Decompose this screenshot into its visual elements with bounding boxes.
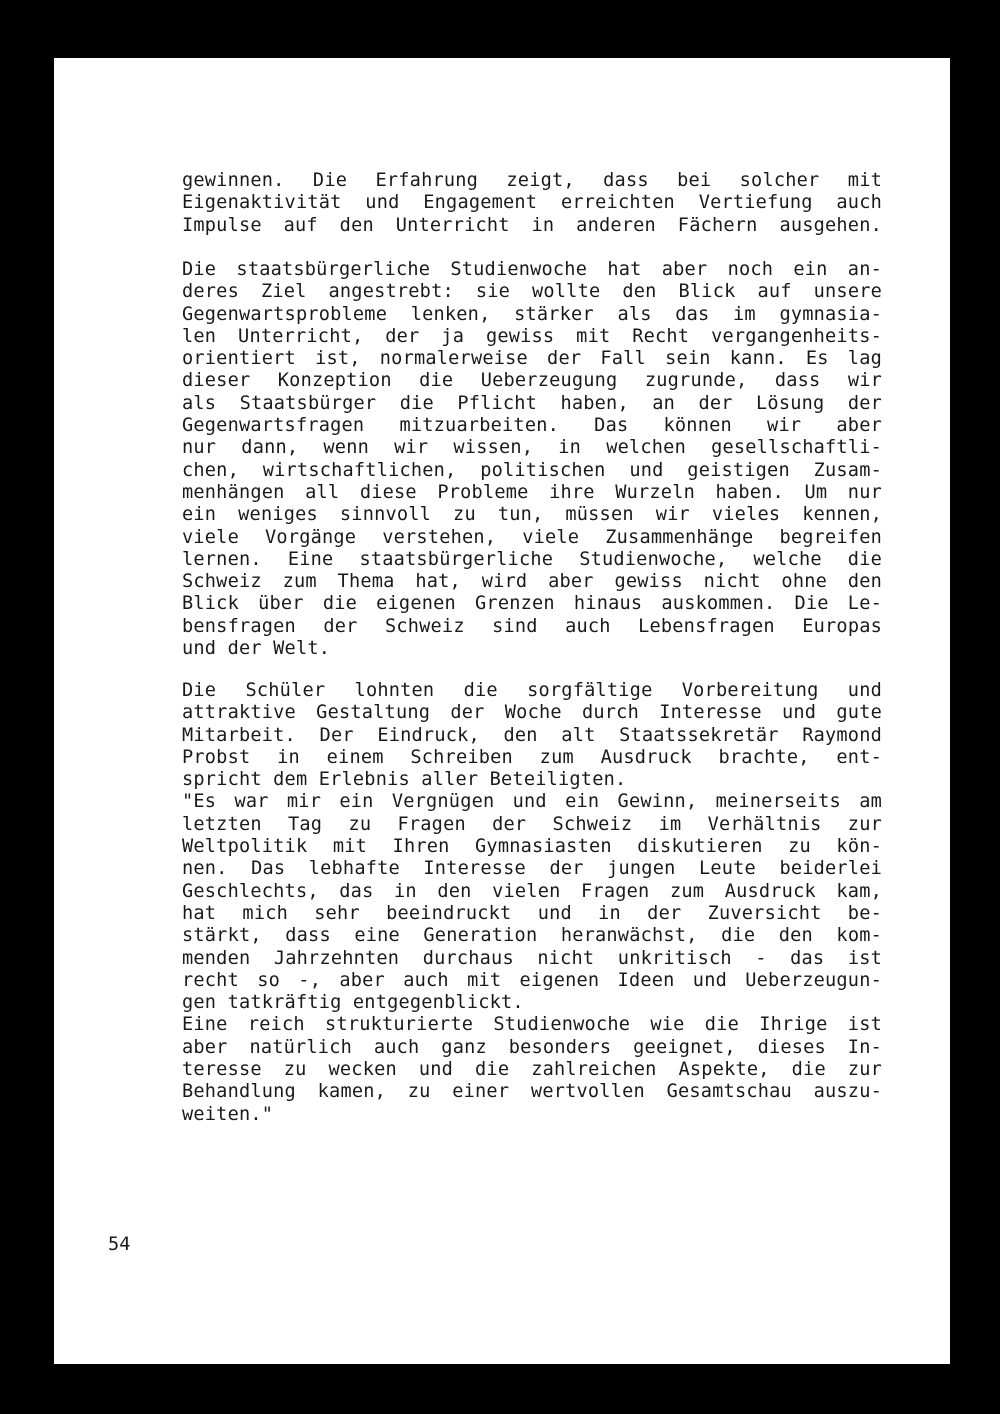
text-line: und der Welt. (182, 638, 331, 660)
text-line: Mitarbeit. Der Eindruck, den alt Staatssekretär Raymond (182, 724, 882, 746)
text-line: Schweiz zum Thema hat, wird aber gewiss nicht ohne den (182, 571, 882, 593)
text-line: attraktive Gestaltung der Woche durch Interesse und gute (182, 702, 882, 724)
quote-line: "Es war mir ein Vergnügen und ein Gewinn, meinerseits am (182, 791, 882, 813)
page-number: 54 (108, 1234, 131, 1255)
text-line: nur dann, wenn wir wissen, in welchen gesellschaftli- (182, 437, 882, 459)
text-line: Die Schüler lohnten die sorgfältige Vorbereitung und (182, 680, 882, 701)
text-line: Probst in einem Schreiben zum Ausdruck brachte, ent- (182, 746, 882, 768)
text-line: deres Ziel angestrebt: sie wollte den Blick auf unsere (182, 281, 882, 303)
quote-line: gen tatkräftig entgegenblickt. (182, 992, 524, 1014)
text-line: len Unterricht, der ja gewiss mit Recht vergangenheits- (182, 325, 882, 347)
text-line: menhängen all diese Probleme ihre Wurzeln haben. Um nur (182, 481, 882, 503)
paragraph-1 (182, 170, 882, 237)
text-line: bensfragen der Schweiz sind auch Lebensfragen Europas (182, 615, 882, 637)
text-line: lernen. Eine staatsbürgerliche Studienwoche, welche die (182, 548, 882, 570)
text-line: gewinnen. Die Erfahrung zeigt, dass bei solcher mit (182, 170, 882, 191)
text-line: Impulse auf den Unterricht in anderen Fächern ausgehen. (182, 214, 882, 236)
text-line: Die staatsbürgerliche Studienwoche hat aber noch ein an- (182, 259, 882, 280)
text-line: dieser Konzeption die Ueberzeugung zugrunde, dass wir (182, 370, 882, 392)
quote-line: nen. Das lebhafte Interesse der jungen Leute beiderlei (182, 858, 882, 880)
quote-line: aber natürlich auch ganz besonders geeignet, dieses In- (182, 1036, 882, 1058)
quote-line: Weltpolitik mit Ihren Gymnasiasten diskutieren zu kön- (182, 836, 882, 858)
paragraph-3 (182, 680, 882, 1126)
quote-line: hat mich sehr beeindruckt und in der Zuversicht be- (182, 902, 882, 924)
quote-line: Eine reich strukturierte Studienwoche wie die Ihrige ist (182, 1014, 882, 1036)
text-line: orientiert ist, normalerweise der Fall sein kann. Es lag (182, 348, 882, 370)
quote-line: teresse zu wecken und die zahlreichen Aspekte, die zur (182, 1059, 882, 1081)
text-line: viele Vorgänge verstehen, viele Zusammenhänge begreifen (182, 526, 882, 548)
quote-line: Geschlechts, das in den vielen Fragen zum Ausdruck kam, (182, 880, 882, 902)
quote-line: stärkt, dass eine Generation heranwächst, die den kom- (182, 925, 882, 947)
text-line: ein weniges sinnvoll zu tun, müssen wir vieles kennen, (182, 504, 882, 526)
paragraph-2 (182, 259, 882, 660)
text-line: spricht dem Erlebnis aller Beteiligten. (182, 769, 627, 791)
text-line: als Staatsbürger die Pflicht haben, an der Lösung der (182, 392, 882, 414)
quote-line: recht so -, aber auch mit eigenen Ideen und Ueberzeugun- (182, 969, 882, 991)
quote-line: weiten." (182, 1103, 274, 1125)
quote-line: Behandlung kamen, zu einer wertvollen Gesamtschau auszu- (182, 1081, 882, 1103)
quote-line: letzten Tag zu Fragen der Schweiz im Verhältnis zur (182, 813, 882, 835)
text-line: Gegenwartsfragen mitzuarbeiten. Das können wir aber (182, 415, 882, 437)
text-line: chen, wirtschaftlichen, politischen und geistigen Zusam- (182, 459, 882, 481)
text-line: Eigenaktivität und Engagement erreichten Vertiefung auch (182, 192, 882, 214)
text-line: Gegenwartsprobleme lenken, stärker als das im gymnasia- (182, 303, 882, 325)
quote-line: menden Jahrzehnten durchaus nicht unkritisch - das ist (182, 947, 882, 969)
text-line: Blick über die eigenen Grenzen hinaus auskommen. Die Le- (182, 593, 882, 615)
document-page (54, 58, 950, 1364)
